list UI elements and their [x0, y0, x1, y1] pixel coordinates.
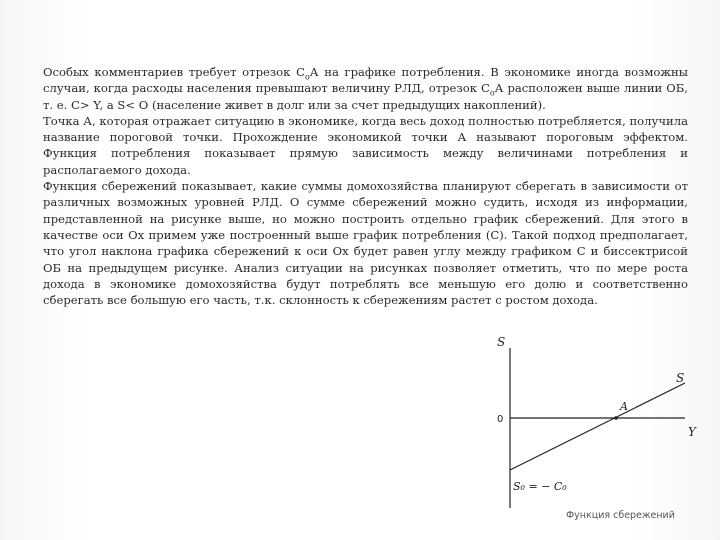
paragraph-3: Функция сбережений показывает, какие суммы домохозяйства планируют сберегать в зависимости от различных возможных уровней РЛД. О сумме сбережений можно судить, исходя из информации, представленной на рисунке выше, но можно построить отдельно график сбережений. Для этого в качестве оси Ох примем уже построенный выше график потребления (С). Такой подход предполагает, что угол наклона графика сбережений к оси Ох будет равен углу между графиком С и биссектрисой ОБ на предыдущем рисунке. Анализ ситуации на рисунках позволяет отметить, что по мере роста дохода в экономике домохозяйства будут потреблять все меньшую его долю и соответственно сберегать все большую его часть, т.к. склонность к сбережениям растет с ростом дохода.: [43, 179, 688, 308]
savings-line: [510, 383, 685, 470]
body-text: [43, 64, 688, 308]
savings-line-label: S: [676, 371, 685, 385]
subscript-o: о: [489, 88, 495, 98]
point-a-label: A: [620, 400, 628, 413]
graph-caption: Функция сбережений: [566, 510, 675, 521]
p1-part-c: А расположен выше линии ОБ, т. е. С> Y, a S< О (население живет в долг или за счет предыдущих накоплений).: [43, 81, 688, 112]
x-axis-label: Y: [688, 425, 696, 439]
p1-part-a: Особых комментариев требует отрезок С: [43, 65, 305, 79]
threshold-point-a: [614, 416, 618, 420]
origin-label: 0: [497, 414, 504, 425]
savings-function-graph: [480, 330, 700, 530]
y-axis-label: S: [497, 335, 506, 349]
p1-part-b: А на графике потребления. В экономике иногда возможны случаи, когда расходы населения превышают величину РЛД, отрезок С: [43, 65, 688, 96]
intercept-label: S₀ = − C₀: [513, 480, 567, 493]
paragraph-1: [43, 64, 688, 113]
subscript-o: о: [304, 72, 310, 82]
paragraph-2: Точка А, которая отражает ситуацию в экономике, когда весь доход полностью потребляется, получила название пороговой точки. Прохождение экономикой точки А называют пороговым эффектом. Функция потребления показывает прямую зависимость между величинами потребления и располагаемого дохода.: [43, 113, 689, 177]
